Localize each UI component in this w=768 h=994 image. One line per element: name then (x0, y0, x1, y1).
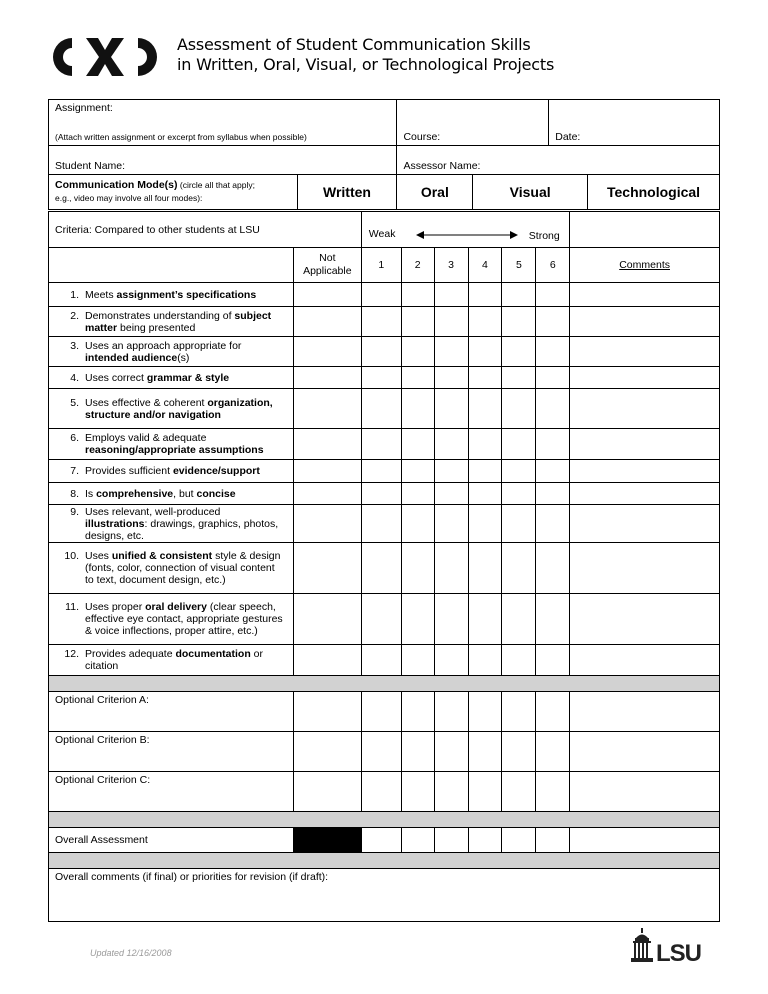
criterion-label (49, 543, 294, 594)
rating-cell[interactable] (434, 389, 468, 429)
comment-cell[interactable] (570, 389, 720, 429)
comment-cell[interactable] (570, 307, 720, 337)
optional-row-a (49, 692, 720, 732)
criterion-row (49, 543, 720, 594)
rating-cell[interactable] (401, 367, 434, 389)
title-line-2: in Written, Oral, Visual, or Technological Projects (177, 55, 555, 74)
criterion-text: Uses proper oral delivery (clear speech, effective eye contact, appropriate gestures & voice inflections, proper attire, etc.) (85, 601, 283, 637)
mode-visual[interactable]: Visual (473, 175, 588, 210)
rating-cell[interactable] (434, 505, 468, 543)
comment-cell[interactable] (570, 283, 720, 307)
criterion-number: 10. (64, 550, 79, 562)
rating-cell[interactable] (434, 367, 468, 389)
rating-cell[interactable] (401, 594, 434, 645)
criterion-row (49, 594, 720, 645)
na-cell[interactable] (293, 594, 361, 645)
rating-cell[interactable] (536, 367, 570, 389)
blank-header-left (49, 248, 294, 283)
rating-cell[interactable] (401, 307, 434, 337)
rating-cell[interactable] (502, 389, 536, 429)
rating-cell[interactable] (401, 543, 434, 594)
rating-cell[interactable] (361, 594, 401, 645)
criterion-number: 7. (70, 465, 79, 477)
overall-assessment-row (49, 828, 720, 853)
overall-comments-row[interactable] (49, 869, 720, 922)
weak-strong-scale (361, 212, 569, 248)
rating-cell[interactable] (468, 307, 502, 337)
rating-cell[interactable] (361, 389, 401, 429)
na-cell[interactable] (293, 645, 361, 676)
rating-cell[interactable] (502, 505, 536, 543)
criterion-label (49, 367, 294, 389)
rating-cell[interactable] (361, 460, 401, 483)
criterion-label (49, 460, 294, 483)
blacked-out-cell (293, 828, 361, 853)
gray-divider (49, 853, 720, 869)
mode-label-cell (49, 175, 298, 210)
na-cell[interactable] (293, 389, 361, 429)
criterion-label (49, 307, 294, 337)
rating-cell[interactable] (434, 307, 468, 337)
rating-cell[interactable] (361, 367, 401, 389)
mode-label-bold: Communication Mode(s) (55, 179, 178, 191)
mode-technological[interactable]: Technological (588, 175, 720, 210)
strong-label: Strong (528, 230, 560, 242)
optional-c-label: Optional Criterion C: (49, 772, 294, 812)
na-cell[interactable] (293, 483, 361, 505)
criterion-number: 5. (70, 396, 79, 409)
criterion-number: 11. (65, 601, 79, 613)
criterion-text: Employs valid & adequate reasoning/appropriate assumptions (85, 432, 264, 456)
rating-cell[interactable] (468, 594, 502, 645)
rating-cell[interactable] (361, 307, 401, 337)
date-cell[interactable] (549, 100, 720, 146)
rating-cell[interactable] (434, 283, 468, 307)
criterion-text: Uses an approach appropriate for intended audience(s) (85, 339, 242, 364)
criterion-number: 8. (70, 487, 79, 500)
rating-cell[interactable] (361, 645, 401, 676)
title-line-1: Assessment of Student Communication Skills (177, 35, 531, 54)
comment-cell[interactable] (570, 543, 720, 594)
criterion-text: Is comprehensive, but concise (85, 487, 236, 500)
criterion-text: Uses effective & coherent organization, structure and/or navigation (85, 396, 273, 421)
scale-1: 1 (361, 248, 401, 283)
criterion-text: Uses relevant, well-produced illustrations: drawings, graphics, photos, designs, etc. (85, 505, 279, 542)
rating-cell[interactable] (401, 483, 434, 505)
rating-cell[interactable] (502, 460, 536, 483)
criterion-row (49, 367, 720, 389)
criterion-number: 12. (64, 648, 79, 660)
rating-cell[interactable] (536, 389, 570, 429)
rating-cell[interactable] (434, 543, 468, 594)
rating-cell[interactable] (536, 483, 570, 505)
scale-2: 2 (401, 248, 434, 283)
rating-cell[interactable] (502, 483, 536, 505)
criterion-text: Demonstrates understanding of subject matter being presented (85, 309, 272, 334)
criterion-number: 6. (70, 432, 79, 444)
criterion-number: 2. (70, 309, 79, 322)
rating-cell[interactable] (401, 337, 434, 367)
criterion-row (49, 307, 720, 337)
rating-cell[interactable] (536, 283, 570, 307)
na-cell[interactable] (293, 460, 361, 483)
comments-header: Comments (570, 248, 720, 283)
criterion-label (49, 594, 294, 645)
scale-6: 6 (536, 248, 570, 283)
cxc-logo (50, 36, 160, 78)
na-cell[interactable] (293, 367, 361, 389)
rating-cell[interactable] (536, 307, 570, 337)
rating-cell[interactable] (434, 594, 468, 645)
optional-a-label: Optional Criterion A: (49, 692, 294, 732)
optional-row-c (49, 772, 720, 812)
na-cell[interactable] (293, 429, 361, 460)
weak-label: Weak (368, 228, 396, 240)
comment-cell[interactable] (570, 483, 720, 505)
rating-cell[interactable] (401, 389, 434, 429)
gray-divider (49, 812, 720, 828)
rating-cell[interactable] (361, 283, 401, 307)
rating-cell[interactable] (401, 645, 434, 676)
criterion-text: Provides sufficient evidence/support (85, 465, 260, 477)
optional-b-label: Optional Criterion B: (49, 732, 294, 772)
comment-cell[interactable] (570, 429, 720, 460)
comment-cell[interactable] (570, 505, 720, 543)
criterion-number: 3. (70, 339, 79, 352)
criterion-label (49, 389, 294, 429)
rating-cell[interactable] (468, 337, 502, 367)
criterion-label (49, 483, 294, 505)
assignment-label: Assignment: (55, 102, 113, 114)
rating-cell[interactable] (502, 367, 536, 389)
info-table (48, 99, 720, 175)
criterion-label (49, 429, 294, 460)
rating-cell[interactable] (468, 429, 502, 460)
rating-cell[interactable] (468, 367, 502, 389)
criterion-text: Meets assignment’s specifications (85, 288, 257, 301)
criterion-number: 4. (70, 371, 79, 384)
rating-cell[interactable] (434, 645, 468, 676)
rating-cell[interactable] (434, 337, 468, 367)
na-cell[interactable] (293, 283, 361, 307)
not-applicable-header: Not Applicable (293, 248, 361, 283)
comment-cell[interactable] (570, 460, 720, 483)
rating-cell[interactable] (468, 483, 502, 505)
rating-cell[interactable] (502, 429, 536, 460)
rating-cell[interactable] (468, 543, 502, 594)
course-label: Course: (403, 131, 441, 143)
assignment-cell[interactable] (49, 100, 397, 146)
date-label: Date: (555, 131, 581, 143)
rating-cell[interactable] (536, 429, 570, 460)
rating-cell[interactable] (434, 483, 468, 505)
mode-label-line2: e.g., video may involve all four modes): (55, 193, 203, 203)
optional-row-b (49, 732, 720, 772)
criterion-text: Uses unified & consistent style & design (fonts, color, connection of visual content to text, document design, etc.) (85, 550, 281, 586)
criterion-number: 9. (70, 505, 79, 518)
course-cell[interactable] (397, 100, 549, 146)
rating-cell[interactable] (361, 505, 401, 543)
assessor-name-cell[interactable] (397, 146, 720, 175)
na-cell[interactable] (293, 307, 361, 337)
rating-cell[interactable] (536, 543, 570, 594)
criterion-label (49, 505, 294, 543)
rating-cell[interactable] (502, 594, 536, 645)
mode-written[interactable]: Written (297, 175, 397, 210)
lsu-logo (628, 928, 714, 964)
rating-cell[interactable] (361, 543, 401, 594)
criteria-rows (49, 283, 720, 676)
rating-cell[interactable] (401, 429, 434, 460)
rating-cell[interactable] (502, 337, 536, 367)
rating-cell[interactable] (536, 594, 570, 645)
rating-cell[interactable] (361, 429, 401, 460)
scale-5: 5 (502, 248, 536, 283)
lsu-wordmark: LSU (656, 940, 701, 964)
rating-cell[interactable] (468, 645, 502, 676)
mode-label-rest: (circle all that apply; (177, 180, 255, 190)
criteria-table (48, 211, 720, 922)
criterion-text: Provides adequate documentation or citation (85, 648, 263, 672)
criterion-row (49, 389, 720, 429)
criterion-row (49, 337, 720, 367)
rating-cell[interactable] (401, 460, 434, 483)
criterion-row (49, 483, 720, 505)
mode-oral[interactable]: Oral (397, 175, 473, 210)
rating-cell[interactable] (502, 307, 536, 337)
student-name-label: Student Name: (55, 160, 126, 172)
rating-cell[interactable] (536, 505, 570, 543)
scale-4: 4 (468, 248, 502, 283)
overall-comments-label: Overall comments (if final) or priorities for revision (if draft): (49, 869, 720, 922)
criterion-label (49, 337, 294, 367)
scale-3: 3 (434, 248, 468, 283)
rating-cell[interactable] (361, 483, 401, 505)
criterion-label (49, 283, 294, 307)
criterion-row (49, 429, 720, 460)
criterion-number: 1. (70, 288, 79, 301)
criteria-header-label: Criteria: Compared to other students at LSU (49, 212, 362, 248)
rating-cell[interactable] (434, 429, 468, 460)
rating-cell[interactable] (401, 283, 434, 307)
rating-cell[interactable] (468, 505, 502, 543)
attach-note: (Attach written assignment or excerpt from syllabus when possible) (55, 132, 307, 142)
overall-assessment-label: Overall Assessment (49, 828, 294, 853)
blank-header (570, 212, 720, 248)
rating-cell[interactable] (502, 283, 536, 307)
student-name-cell[interactable] (49, 146, 397, 175)
rating-cell[interactable] (401, 505, 434, 543)
rating-cell[interactable] (468, 460, 502, 483)
gray-divider (49, 676, 720, 692)
double-arrow-icon (416, 230, 518, 240)
comment-cell[interactable] (570, 337, 720, 367)
criterion-row (49, 505, 720, 543)
criterion-row (49, 645, 720, 676)
page-title (177, 35, 554, 75)
rating-cell[interactable] (468, 283, 502, 307)
na-cell[interactable] (293, 337, 361, 367)
rating-cell[interactable] (536, 460, 570, 483)
comment-cell[interactable] (570, 594, 720, 645)
criterion-label (49, 645, 294, 676)
rating-cell[interactable] (468, 389, 502, 429)
rating-cell[interactable] (536, 337, 570, 367)
rating-cell[interactable] (434, 460, 468, 483)
comment-cell[interactable] (570, 367, 720, 389)
na-cell[interactable] (293, 543, 361, 594)
criterion-text: Uses correct grammar & style (85, 371, 230, 384)
na-cell[interactable] (293, 505, 361, 543)
mode-table (48, 174, 720, 210)
rating-cell[interactable] (502, 543, 536, 594)
rating-cell[interactable] (502, 645, 536, 676)
updated-date: Updated 12/16/2008 (90, 948, 172, 958)
rating-cell[interactable] (361, 337, 401, 367)
criterion-row (49, 460, 720, 483)
assessor-name-label: Assessor Name: (403, 160, 481, 172)
rating-cell[interactable] (536, 645, 570, 676)
comment-cell[interactable] (570, 645, 720, 676)
criterion-row (49, 283, 720, 307)
